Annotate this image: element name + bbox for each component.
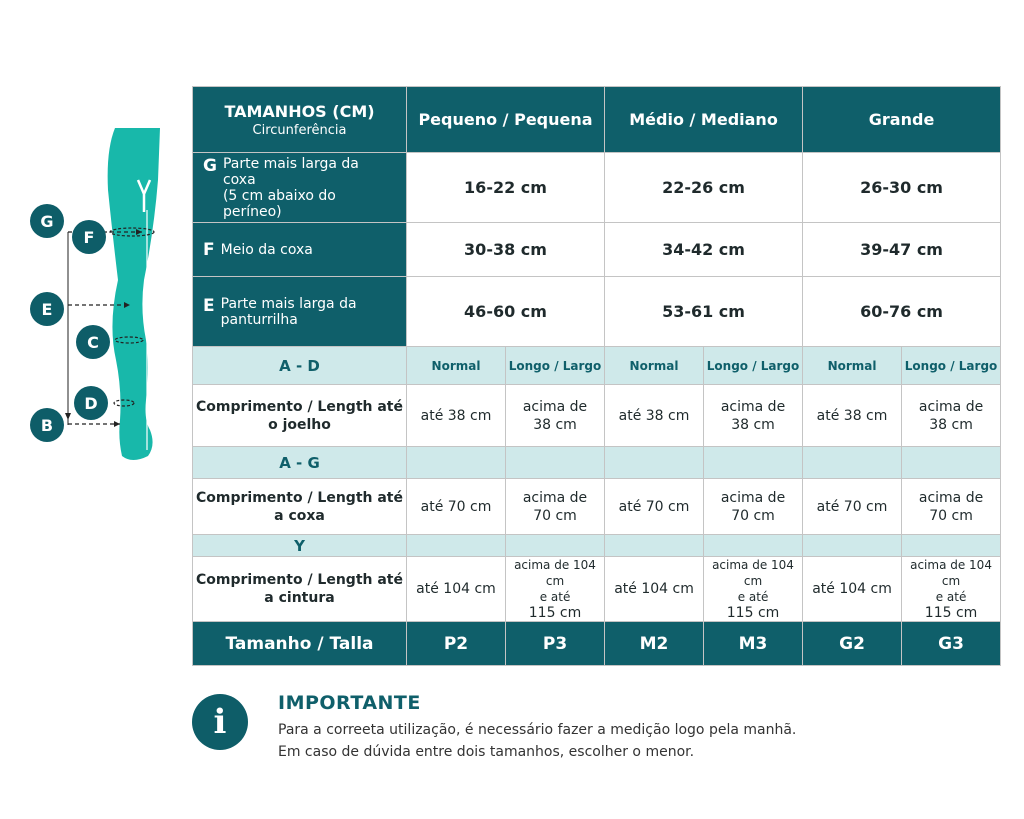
size-code: P2	[407, 622, 506, 666]
length-cell	[506, 385, 605, 447]
measure-value: 30-38 cm	[407, 223, 605, 277]
length-label	[193, 479, 407, 535]
measure-label-e	[193, 277, 407, 347]
length-value: 70 cm	[533, 507, 577, 524]
measure-label-f	[193, 223, 407, 277]
length-label-line: a coxa	[274, 507, 325, 524]
measure-text-2: panturrilha	[220, 311, 298, 328]
measure-text: Parte mais larga da	[220, 295, 357, 312]
leg-measurement-figure	[20, 120, 190, 470]
length-label-line: Comprimento / Length até	[196, 398, 403, 415]
length-value: 38 cm	[533, 416, 577, 433]
length-value: e até	[737, 590, 769, 604]
note-line-2: Em caso de dúvida entre dois tamanhos, escolher o menor.	[278, 744, 695, 760]
column-small: Pequeno / Pequena	[407, 87, 605, 153]
measure-value: 39-47 cm	[803, 223, 1001, 277]
length-cell	[605, 479, 704, 535]
measure-text: Meio da coxa	[220, 241, 313, 258]
length-cell	[803, 479, 902, 535]
marker-e: E	[30, 292, 64, 326]
length-value: acima de	[918, 489, 984, 506]
length-cell	[803, 557, 902, 622]
sub-header: Normal	[407, 347, 506, 385]
measure-row-f	[193, 223, 1001, 277]
length-label	[193, 557, 407, 622]
size-code: M3	[704, 622, 803, 666]
marker-g: G	[30, 204, 64, 238]
length-value: 38 cm	[731, 416, 775, 433]
length-value: até 104 cm	[416, 581, 496, 597]
length-value: até 38 cm	[816, 407, 888, 424]
measure-letter: F	[203, 239, 215, 260]
length-value: acima de	[720, 398, 786, 415]
header-title: TAMANHOS (CM)	[224, 101, 375, 121]
marker-b: B	[30, 408, 64, 442]
group-row-a-g	[193, 447, 1001, 479]
group-row-a-d	[193, 347, 1001, 385]
length-value: acima de	[720, 489, 786, 506]
group-row-y	[193, 535, 1001, 557]
measure-value: 34-42 cm	[605, 223, 803, 277]
length-cell	[605, 557, 704, 622]
length-value: acima de	[522, 489, 588, 506]
measure-value: 22-26 cm	[605, 153, 803, 223]
column-medium: Médio / Mediano	[605, 87, 803, 153]
length-cell	[902, 557, 1001, 622]
length-row-waist	[193, 557, 1001, 622]
footer-label: Tamanho / Talla	[193, 622, 407, 666]
column-large: Grande	[803, 87, 1001, 153]
length-cell	[704, 479, 803, 535]
sub-header: Normal	[605, 347, 704, 385]
length-value: e até	[935, 590, 967, 604]
length-cell	[407, 479, 506, 535]
length-label-line: Comprimento / Length até	[196, 572, 403, 588]
length-value: até 38 cm	[420, 407, 492, 424]
length-value: até 70 cm	[816, 498, 888, 515]
note-title: IMPORTANTE	[278, 692, 421, 714]
length-value: acima de 104 cm	[712, 558, 794, 588]
length-value: 38 cm	[929, 416, 973, 433]
size-code: P3	[506, 622, 605, 666]
length-label-line: Comprimento / Length até	[196, 489, 403, 506]
length-value: 115 cm	[924, 605, 978, 621]
header-subtitle: Circunferência	[252, 122, 347, 138]
measure-value: 46-60 cm	[407, 277, 605, 347]
length-value: 70 cm	[731, 507, 775, 524]
measure-value: 60-76 cm	[803, 277, 1001, 347]
length-cell	[704, 557, 803, 622]
length-value: até 70 cm	[618, 498, 690, 515]
marker-d: D	[74, 386, 108, 420]
length-cell	[605, 385, 704, 447]
marker-c: C	[76, 325, 110, 359]
measure-value: 26-30 cm	[803, 153, 1001, 223]
length-value: 115 cm	[528, 605, 582, 621]
length-value: até 38 cm	[618, 407, 690, 424]
length-value: e até	[539, 590, 571, 604]
group-label: A - D	[193, 347, 407, 385]
size-code: G3	[902, 622, 1001, 666]
length-label-line: o joelho	[268, 416, 331, 433]
length-cell	[407, 557, 506, 622]
sub-header: Normal	[803, 347, 902, 385]
important-note	[192, 692, 892, 762]
length-value: até 70 cm	[420, 498, 492, 515]
measure-letter: G	[203, 155, 217, 176]
length-cell	[506, 557, 605, 622]
length-value: 70 cm	[929, 507, 973, 524]
measure-row-g	[193, 153, 1001, 223]
footer-row	[193, 622, 1001, 666]
length-cell	[803, 385, 902, 447]
length-cell	[506, 479, 605, 535]
length-row-knee	[193, 385, 1001, 447]
info-icon: i	[192, 694, 248, 750]
length-cell	[704, 385, 803, 447]
note-line-1: Para a correeta utilização, é necessário fazer a medição logo pela manhã.	[278, 722, 797, 738]
measure-text-2: (5 cm abaixo do períneo)	[222, 187, 336, 220]
measure-letter: E	[203, 295, 215, 316]
measure-value: 53-61 cm	[605, 277, 803, 347]
length-cell	[902, 385, 1001, 447]
size-table	[192, 86, 1001, 666]
header-title-cell	[193, 87, 407, 153]
length-cell	[407, 385, 506, 447]
group-label: A - G	[193, 447, 407, 479]
length-value: acima de 104 cm	[910, 558, 992, 588]
length-label-line: a cintura	[264, 590, 335, 606]
measure-row-e	[193, 277, 1001, 347]
measure-value: 16-22 cm	[407, 153, 605, 223]
length-label	[193, 385, 407, 447]
length-value: acima de 104 cm	[514, 558, 596, 588]
sub-header: Longo / Largo	[704, 347, 803, 385]
length-value: acima de	[918, 398, 984, 415]
length-row-thigh	[193, 479, 1001, 535]
sub-header: Longo / Largo	[506, 347, 605, 385]
length-value: acima de	[522, 398, 588, 415]
marker-f: F	[72, 220, 106, 254]
measure-label-g	[193, 153, 407, 223]
length-value: 115 cm	[726, 605, 780, 621]
measure-text: Parte mais larga da coxa	[222, 155, 359, 188]
length-value: até 104 cm	[812, 581, 892, 597]
size-code: G2	[803, 622, 902, 666]
length-cell	[902, 479, 1001, 535]
size-code: M2	[605, 622, 704, 666]
table-header-row	[193, 87, 1001, 153]
length-value: até 104 cm	[614, 581, 694, 597]
group-label: Y	[193, 535, 407, 557]
sub-header: Longo / Largo	[902, 347, 1001, 385]
